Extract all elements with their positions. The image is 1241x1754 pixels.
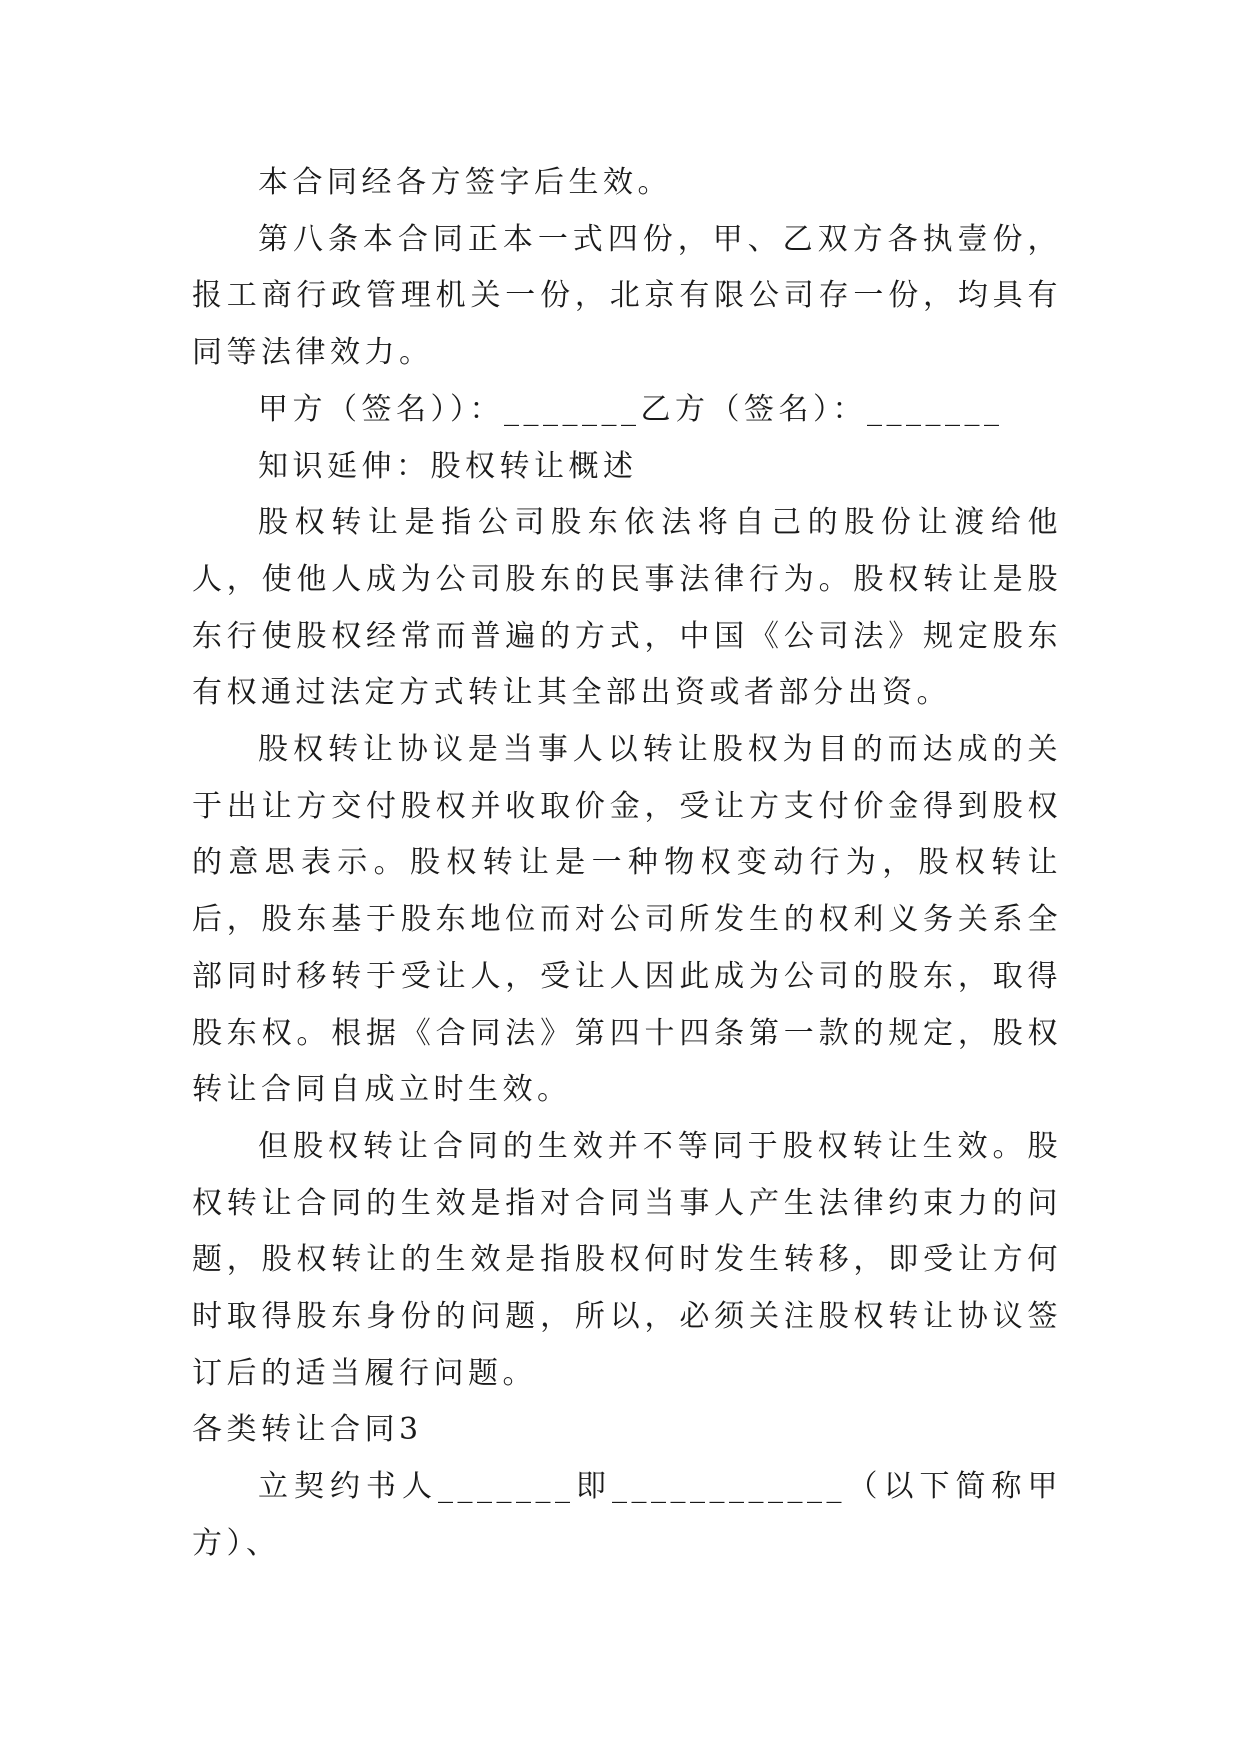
paragraph-effective-clause: 本合同经各方签字后生效。 (258, 165, 672, 200)
paragraph-equity-transfer-agreement: 股权转让协议是当事人以转让股权为目的而达成的关于出让方交付股权并收取价金，受让方支付价金得到股权的意思表示。股权转让是一种物权变动行为，股权转让后，股东基于股东地位而对公司所发生的权利义务关系全部同时移转于受让人，受让人因此成为公司的股东，取得股东权。根据《合同法》第四十四条第一款的规定，股权转让合同自成立时生效。 (192, 732, 1062, 1108)
section-heading: 各类转让合同3 (192, 1412, 423, 1448)
signature-line: 甲方（签名））：_______乙方（签名）：_______ (258, 391, 1004, 427)
knowledge-extension-title: 知识延伸：股权转让概述 (258, 448, 638, 484)
document-body (192, 155, 1062, 1573)
paragraph-contract-effectiveness: 但股权转让合同的生效并不等同于股权转让生效。股权转让合同的生效是指对合同当事人产生法律约束力的问题，股权转让的生效是指股权何时发生转移，即受让方何时取得股东身份的问题，所以，必须关注股权转让协议签订后的适当履行问题。 (192, 1128, 1062, 1391)
paragraph-equity-transfer-definition: 股权转让是指公司股东依法将自己的股份让渡给他人，使他人成为公司股东的民事法律行为。股权转让是股东行使股权经常而普遍的方式，中国《公司法》规定股东有权通过法定方式转让其全部出资或者部分出资。 (192, 505, 1062, 711)
paragraph-article-eight: 第八条本合同正本一式四份，甲、乙双方各执壹份，报工商行政管理机关一份，北京有限公司存一份，均具有同等法律效力。 (192, 221, 1062, 371)
paragraph-contract-parties: 立契约书人_______即____________（以下简称甲方）、 (192, 1469, 1062, 1561)
